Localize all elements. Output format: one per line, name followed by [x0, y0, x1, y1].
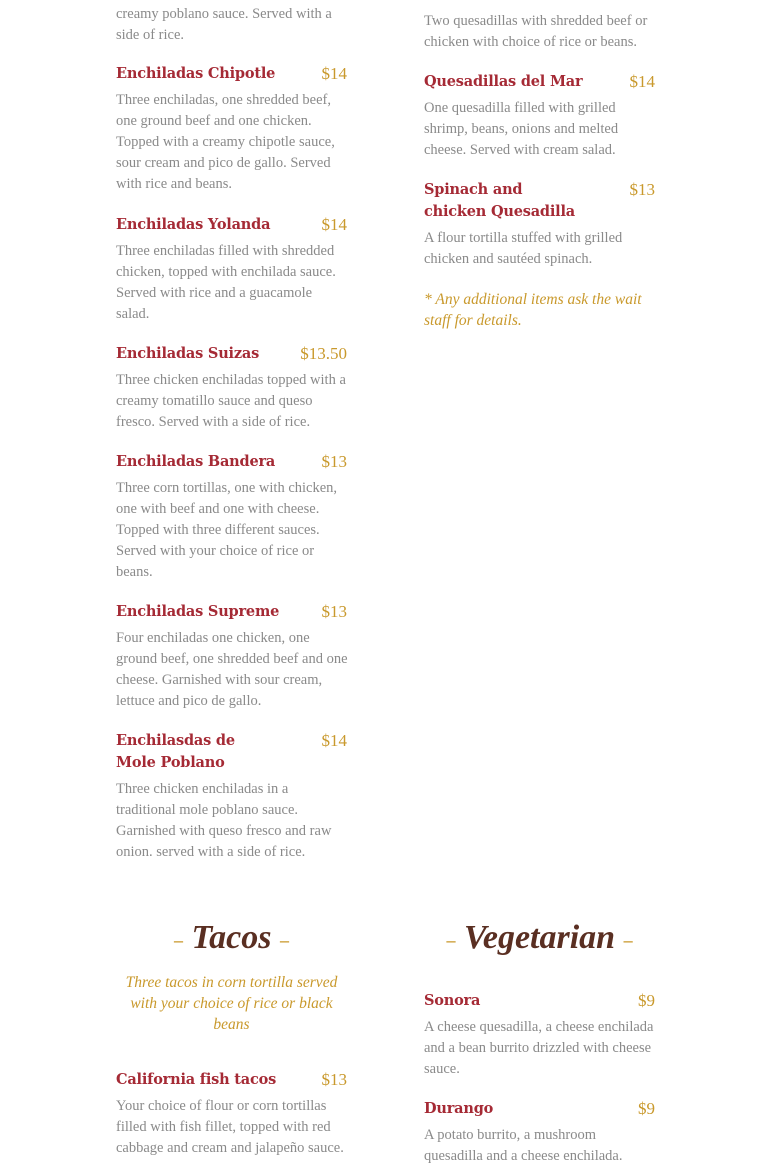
item-description: Three corn tortillas, one with chicken, one with beef and one with cheese. Topped with three different sauces. Served with your choice of rice or beans.: [116, 480, 338, 580]
item-price: $13: [321, 602, 347, 621]
item-price: $14: [321, 731, 347, 750]
menu-column-right: [424, 0, 655, 340]
item-price: $14: [321, 64, 347, 83]
item-name: Enchiladas Supreme: [116, 603, 280, 620]
item-description: creamy poblano sauce. Served with a side of rice.: [116, 6, 332, 43]
menu-item: [424, 1098, 655, 1167]
menu-item: [116, 1069, 347, 1159]
menu-column-left: [116, 0, 347, 870]
item-price: $14: [321, 215, 347, 234]
section-title-vegetarian: [424, 918, 655, 960]
item-price: $9: [638, 1099, 655, 1118]
title-dash-left: –: [446, 930, 456, 951]
menu-item: [116, 63, 347, 195]
item-price: $13: [321, 452, 347, 471]
item-description: Your choice of flour or corn tortillas filled with fish fillet, topped with red cabbage and cream and jalapeño sauce.: [116, 1098, 344, 1156]
item-description: Three enchiladas, one shredded beef, one ground beef and one chicken. Topped with a creamy chipotle sauce, sour cream and pico de gallo. Served with rice and beans.: [116, 92, 335, 192]
item-price: $13: [321, 1070, 347, 1089]
item-header: [116, 343, 347, 365]
item-header: [116, 63, 347, 85]
item-header: [424, 179, 655, 223]
item-description: One quesadilla filled with grilled shrimp, beans, onions and melted cheese. Served with cream salad.: [424, 100, 619, 158]
tacos-section: [116, 918, 347, 1156]
title-dash-right: –: [279, 930, 289, 951]
item-description: A cheese quesadilla, a cheese enchilada and a bean burrito drizzled with cheese sauce.: [424, 1019, 654, 1077]
item-description: Two quesadillas with shredded beef or chicken with choice of rice or beans.: [424, 13, 648, 50]
item-header: [116, 1069, 347, 1091]
section-title-tacos: [116, 918, 347, 960]
item-description: A potato burrito, a mushroom quesadilla and a cheese enchilada.: [424, 1127, 623, 1164]
menu-item: [424, 71, 655, 161]
item-header: [116, 214, 347, 236]
additional-items-note: * Any additional items ask the wait staff for details.: [424, 291, 642, 329]
item-name: Quesadillas del Mar: [424, 73, 583, 90]
item-header: [116, 601, 347, 623]
item-header: [424, 990, 655, 1012]
item-name: Durango: [424, 1100, 494, 1117]
menu-item: [116, 343, 347, 433]
item-name: Enchiladas Bandera: [116, 453, 276, 470]
item-name: Spinach and chicken Quesadilla: [424, 181, 575, 220]
item-description: Four enchiladas one chicken, one ground beef, one shredded beef and one cheese. Garnished with sour cream, lettuce and pico de gallo.: [116, 630, 348, 709]
item-description: Three chicken enchiladas topped with a creamy tomatillo sauce and queso fresco. Served with a side of rice.: [116, 372, 346, 430]
menu-item: [116, 214, 347, 325]
menu-item: [116, 601, 347, 712]
item-description: Three enchiladas filled with shredded chicken, topped with enchilada sauce. Served with rice and a guacamole salad.: [116, 243, 336, 322]
item-header: [424, 1098, 655, 1120]
item-name: Sonora: [424, 992, 481, 1009]
title-text: Tacos: [191, 919, 272, 956]
item-name: California fish tacos: [116, 1071, 277, 1088]
item-description: A flour tortilla stuffed with grilled chicken and sautéed spinach.: [424, 230, 623, 267]
item-price: $13.50: [300, 344, 347, 363]
item-name: Enchilasdas de Mole Poblano: [116, 732, 235, 771]
item-price: $9: [638, 991, 655, 1010]
title-dash-right: –: [623, 930, 633, 951]
tacos-subtitle: Three tacos in corn tortilla served with your choice of rice or black beans: [125, 974, 338, 1033]
item-name: Enchiladas Suizas: [116, 345, 260, 362]
menu-item-partial: [424, 11, 655, 53]
menu-item: [116, 730, 347, 863]
item-price: $14: [629, 72, 655, 91]
menu-item: [424, 179, 655, 270]
item-header: [116, 451, 347, 473]
item-description: Three chicken enchiladas in a traditional mole poblano sauce. Garnished with queso fresco and raw onion. served with a side of rice.: [116, 781, 332, 860]
menu-item: [424, 990, 655, 1080]
title-dash-left: –: [174, 930, 183, 951]
item-name: Enchiladas Yolanda: [116, 216, 271, 233]
title-text: Vegetarian: [463, 919, 616, 956]
item-header: [424, 71, 655, 93]
item-header: [116, 730, 347, 774]
menu-item-partial: [116, 4, 347, 46]
vegetarian-section: [424, 918, 655, 1164]
item-price: $13: [629, 180, 655, 199]
item-name: Enchiladas Chipotle: [116, 65, 276, 82]
menu-item: [116, 451, 347, 583]
